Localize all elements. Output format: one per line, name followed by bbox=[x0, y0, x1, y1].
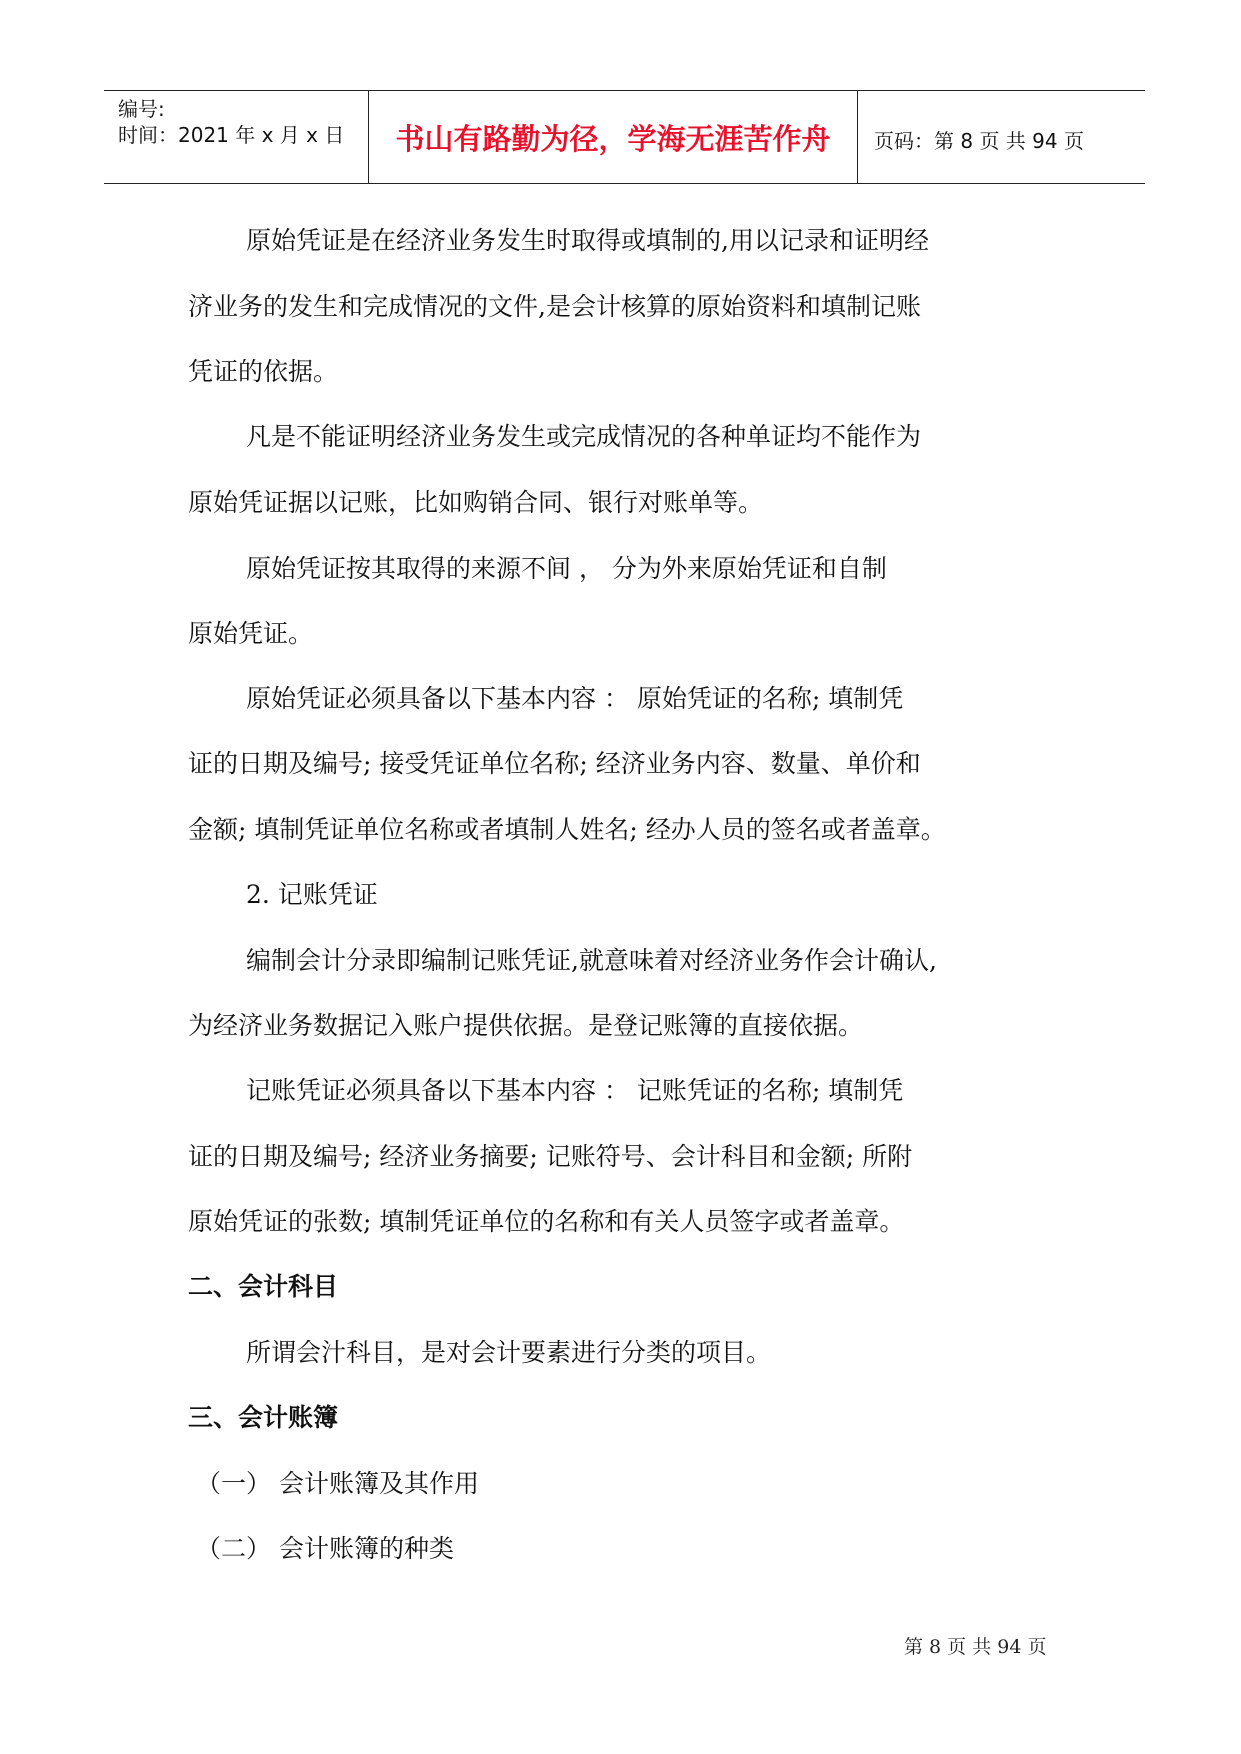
header-page-cell bbox=[858, 91, 1145, 183]
page-header bbox=[104, 90, 1145, 184]
paragraph-line: 金额; 填制凭证单位名称或者填制人姓名; 经办人员的签名或者盖章。 bbox=[188, 815, 946, 844]
paragraph-line: 凡是不能证明经济业务发生或完成情况的各种单证均不能作为 bbox=[246, 422, 922, 451]
paragraph-line: 所谓会汁科目，是对会计要素进行分类的项目。 bbox=[246, 1338, 772, 1367]
subsection-item: （一） 会计账簿及其作用 bbox=[196, 1469, 479, 1498]
paragraph-line: 为经济业务数据记入账户提供依据。是登记账簿的直接依据。 bbox=[188, 1011, 864, 1040]
page-footer: 第 8 页 共 94 页 bbox=[904, 1636, 1047, 1658]
paragraph-line: 凭证的依据。 bbox=[188, 357, 339, 386]
paragraph-line: 原始凭证按其取得的来源不间 ， 分为外来原始凭证和自制 bbox=[246, 554, 887, 583]
paragraph-line: 原始凭证的张数; 填制凭证单位的名称和有关人员签字或者盖章。 bbox=[188, 1207, 905, 1236]
paragraph-line: 济业务的发生和完成情况的文件,是会计核算的原始资料和填制记账 bbox=[188, 292, 921, 321]
header-page-code: 页码：第 8 页 共 94 页 bbox=[874, 129, 1084, 153]
paragraph-line: 证的日期及编号; 经济业务摘要; 记账符号、会计科目和金额; 所附 bbox=[188, 1142, 913, 1171]
header-motto: 书山有路勤为径，学海无涯苦作舟 bbox=[395, 122, 831, 156]
section-heading: 三、会计账簿 bbox=[188, 1403, 339, 1432]
header-motto-cell bbox=[368, 91, 858, 183]
paragraph-line: 编制会计分录即编制记账凭证,就意味着对经济业务作会计确认, bbox=[246, 946, 937, 975]
paragraph-line: 原始凭证是在经济业务发生时取得或填制的,用以记录和证明经 bbox=[246, 226, 929, 255]
subsection-item: （二） 会计账簿的种类 bbox=[196, 1534, 454, 1563]
list-item: 2. 记账凭证 bbox=[246, 880, 378, 909]
document-time-label: 时间：2021 年 x 月 x 日 bbox=[118, 123, 345, 147]
section-heading: 二、会计科目 bbox=[188, 1272, 339, 1301]
document-number-label: 编号: bbox=[118, 97, 165, 121]
paragraph-line: 原始凭证必须具备以下基本内容 ： 原始凭证的名称; 填制凭 bbox=[246, 684, 904, 713]
paragraph-line: 原始凭证。 bbox=[188, 619, 314, 648]
paragraph-line: 原始凭证据以记账，比如购销合同、银行对账单等。 bbox=[188, 488, 764, 517]
paragraph-line: 证的日期及编号; 接受凭证单位名称; 经济业务内容、数量、单价和 bbox=[188, 749, 921, 778]
header-info-cell bbox=[104, 91, 368, 183]
paragraph-line: 记账凭证必须具备以下基本内容 ： 记账凭证的名称; 填制凭 bbox=[246, 1076, 904, 1105]
